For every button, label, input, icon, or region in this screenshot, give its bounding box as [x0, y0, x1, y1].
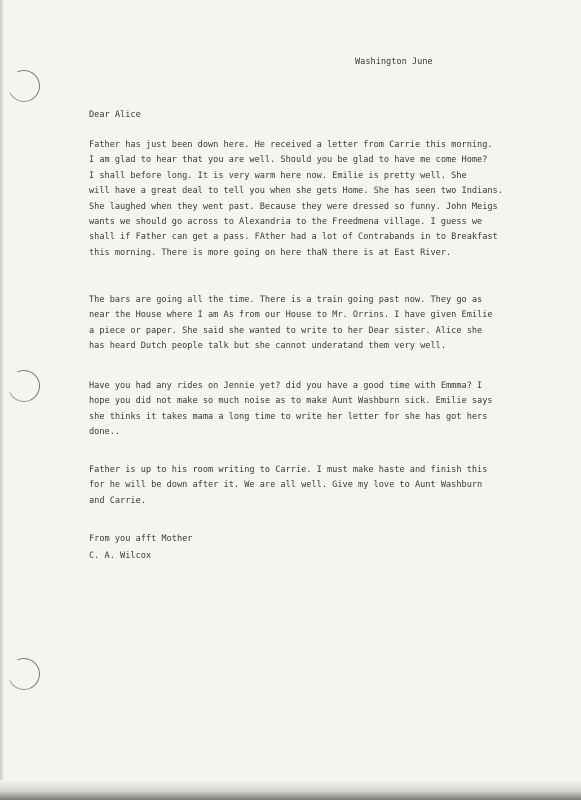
text-line: this morning. There is more going on here thaN there is at East River.: [89, 247, 452, 258]
paragraph-1: [89, 138, 559, 261]
text-line: Father has just been down here. He received a letter from Carrie this morning.: [89, 140, 493, 150]
text-line: will have a great deal to tell you when she gets Home. She has seen two Indians.: [89, 186, 503, 197]
page-spine-edge: [0, 0, 4, 800]
paragraph-4: [89, 463, 559, 509]
text-line: a piece or paper. She said she wanted to write to her Dear sister. Alice she: [89, 325, 483, 336]
text-line: She laughed when they went past. Because they were dressed so funny. John Meigs: [89, 201, 498, 212]
text-line: and Carrie.: [89, 495, 146, 506]
page-bottom-shadow: [0, 780, 581, 800]
text-line: Have you had any rides on Jennie yet? did you have a good time with Emmma? I: [89, 381, 483, 391]
text-line: The bars are going all the time. There is a train going past now. They go as: [89, 295, 483, 305]
salutation: Dear Alice: [89, 110, 141, 120]
text-line: I am glad to hear that you are well. Should you be glad to have me come Home?: [89, 155, 488, 166]
punch-hole-mark: [3, 365, 44, 406]
text-line: she thinks it takes mama a long time to write her letter for she has got hers: [89, 411, 488, 422]
punch-hole-mark: [3, 65, 44, 106]
paragraph-2: [89, 293, 559, 355]
closing: From you afft Mother: [89, 534, 193, 544]
text-line: hope you did not make so much noise as to make Aunt Washburn sick. Emilie says: [89, 396, 493, 407]
text-line: wants we should go across to Alexandria to the Freedmena village. I guess we: [89, 216, 483, 227]
text-line: done..: [89, 427, 121, 438]
signature: C. A. Wilcox: [89, 551, 152, 561]
text-line: has heard Dutch people talk but she cannot underatand them very well.: [89, 341, 446, 352]
text-line: Father is up to his room writing to Carrie. I must make haste and finish this: [89, 465, 488, 475]
paragraph-3: [89, 379, 559, 441]
punch-hole-mark: [3, 653, 44, 694]
text-line: for he will be down after it. We are all well. Give my love to Aunt Washburn: [89, 480, 483, 491]
text-line: I shall before long. It is very warm here now. Emilie is pretty well. She: [89, 170, 467, 181]
text-line: near the House where I am As from our House to Mr. Orrins. I have given Emilie: [89, 310, 493, 321]
dateline: Washington June: [355, 57, 433, 67]
text-line: shall if Father can get a pass. FAther had a lot of Contrabands in to Breakfast: [89, 232, 498, 243]
